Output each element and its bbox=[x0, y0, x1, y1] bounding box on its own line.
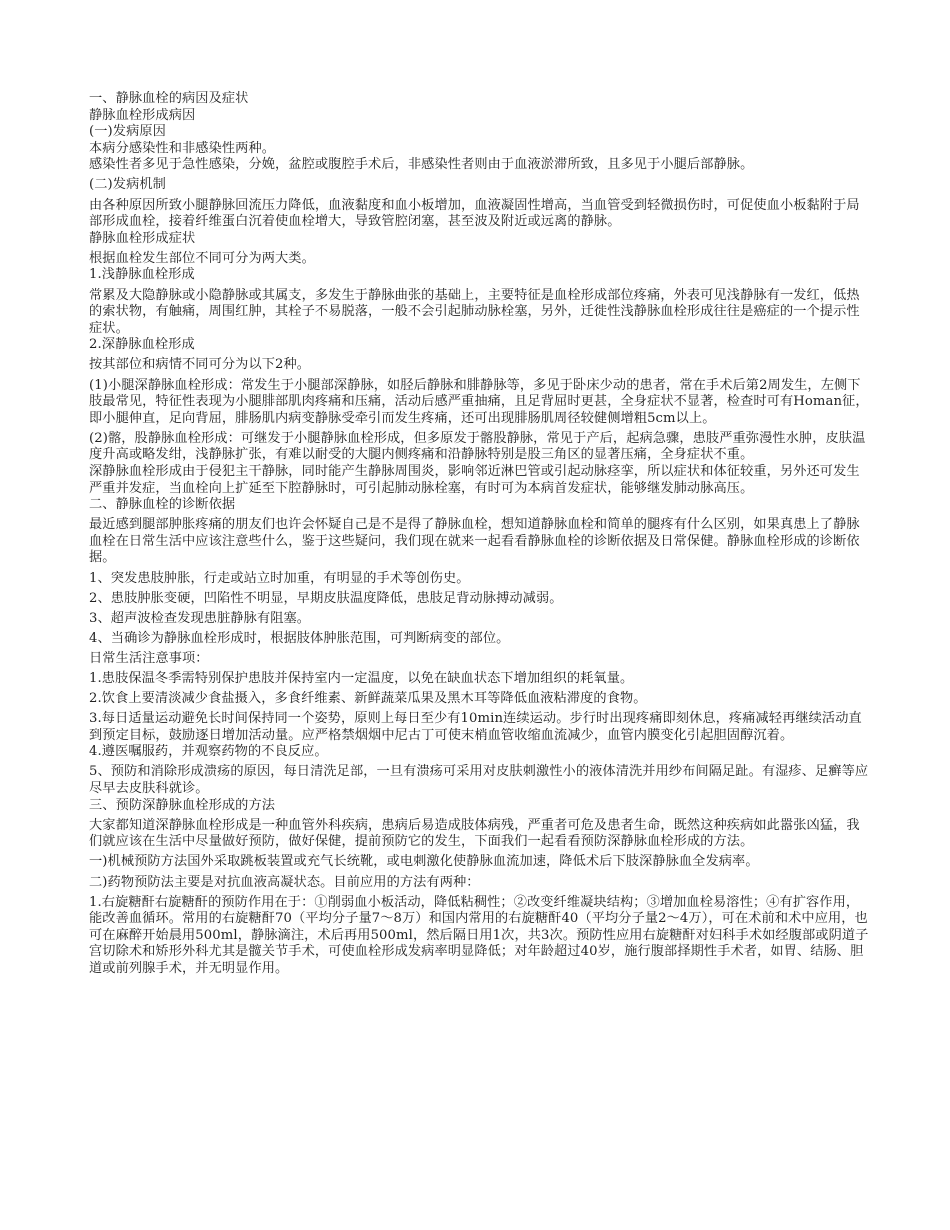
heading-section-1: 一、静脉血栓的病因及症状 bbox=[89, 91, 249, 106]
list-item: 5、预防和消除形成溃疡的原因，每日清洗足部，一旦有溃疡可采用对皮肤刺激性小的液体清洗并用纱布间隔足趾。有湿疹、足癣等应尽早去皮肤科就诊。 bbox=[89, 764, 869, 797]
paragraph: 一)机械预防方法国外采取跳板装置或充气长统靴，或电刺激化使静脉血流加速，降低术后下肢深静脉血全发病率。 bbox=[89, 854, 759, 870]
paragraph: 深静脉血栓形成由于侵犯主干静脉，同时能产生静脉周围炎，影响邻近淋巴管或引起动脉痉挛，所以症状和体征较重，另外还可发生严重并发症，当血栓向上扩延至下腔静脉时，可引起肺动脉栓塞，有时可为本病首发症状，能够继发肺动脉高压。 bbox=[89, 463, 860, 496]
paragraph: 由各种原因所致小腿静脉回流压力降低，血液黏度和血小板增加，血液凝固性增高，当血管受到轻微损伤时，可促使血小板黏附于局部形成血栓，接着纤维蛋白沉着使血栓增大，导致管腔闭塞，甚至波及附近或远离的静脉。 bbox=[89, 197, 860, 230]
subheading-mechanism: (二)发病机制 bbox=[89, 177, 166, 193]
list-item: 2、患肢肿胀变硬，凹陷性不明显，早期皮肤温度降低，患肢足背动脉搏动减弱。 bbox=[89, 590, 563, 606]
subheading-deep: 2.深静脉血栓形成 bbox=[89, 337, 195, 353]
subheading-cause: 静脉血栓形成病因 bbox=[89, 107, 196, 123]
document-body bbox=[89, 91, 871, 978]
paragraph: 常累及大隐静脉或小隐静脉或其属支，多发生于静脉曲张的基础上，主要特征是血栓形成部位疼痛，外表可见浅静脉有一发红，低热的索状物，有触痛，周围红肿，其栓子不易脱落，一般不会引起肺动脉栓塞，另外，迁徙性浅静脉血栓形成往往是癌症的一个提示性症状。 bbox=[89, 287, 860, 336]
subheading-superficial: 1.浅静脉血栓形成 bbox=[89, 267, 195, 283]
paragraph: 按其部位和病情不同可分为以下2种。 bbox=[89, 357, 311, 373]
paragraph: 1.右旋糖酐右旋糖酐的预防作用在于：①削弱血小板活动，降低粘稠性；②改变纤维凝块结构；③增加血栓易溶性；④有扩容作用，能改善血循环。常用的右旋糖酐70（平均分子量7～8万）和国内常用的右旋糖酐40（平均分子量2～4万），可在术前和术中应用，也可在麻醉开始晨用500ml，静脉滴注，术后再用500ml，然后隔日用1次，共3次。预防性应用右旋糖酐对妇科手术如经腹部或阴道子宫切除术和矫形外科尤其是髋关节手术，可使血栓形成发病率明显降低；对年龄超过40岁，施行腹部择期性手术者，如胃、结肠、胆道或前列腺手术，并无明显作用。 bbox=[89, 894, 869, 976]
paragraph: 本病分感染性和非感染性两种。 bbox=[89, 140, 276, 156]
list-item: 1.患肢保温冬季需特别保护患肢并保持室内一定温度，以免在缺血状态下增加组织的耗氧量。 bbox=[89, 671, 634, 686]
heading-section-2: 二、静脉血栓的诊断依据 bbox=[89, 497, 236, 513]
subheading-symptoms: 静脉血栓形成症状 bbox=[89, 230, 196, 246]
subheading-daily-care: 日常生活注意事项： bbox=[89, 650, 209, 666]
list-item: 2.饮食上要清淡减少食盐摄入，多食纤维素、新鲜蔬菜瓜果及黑木耳等降低血液粘滞度的食物。 bbox=[89, 691, 647, 707]
paragraph: 根据血栓发生部位不同可分为两大类。 bbox=[89, 250, 315, 266]
paragraph: 大家都知道深静脉血栓形成是一种血管外科疾病，患病后易造成肢体病残，严重者可危及患者生命，既然这种疾病如此嚣张凶猛，我们就应该在生活中尽量做好预防，做好保健，提前预防它的发生，下面我们一起看看预防深静脉血栓形成的方法。 bbox=[89, 817, 860, 850]
paragraph: 最近感到腿部肿胀疼痛的朋友们也许会怀疑自己是不是得了静脉血栓，想知道静脉血栓和简单的腿疼有什么区别，如果真患上了静脉血栓在日常生活中应该注意些什么，鉴于这些疑问，我们现在就来一起看看静脉血栓的诊断依据及日常保健。静脉血栓形成的诊断依据。 bbox=[89, 517, 860, 566]
paragraph: (1)小腿深静脉血栓形成：常发生于小腿部深静脉，如胫后静脉和腓静脉等，多见于卧床少动的患者，常在手术后第2周发生，左侧下肢最常见，特征性表现为小腿腓部肌肉疼痛和压痛，活动后感严重抽痛，且足背屈时更甚，全身症状不显著，检查时可有Homan征，即小腿伸直，足向背屈，腓肠肌内病变静脉受牵引而发生疼痛，还可出现腓肠肌周径较健侧增粗5cm以上。 bbox=[89, 377, 869, 426]
subheading-origin: (一)发病原因 bbox=[89, 124, 166, 140]
list-item: 4、当确诊为静脉血栓形成时，根据肢体肿胀范围，可判断病变的部位。 bbox=[89, 630, 510, 646]
list-item: 3.每日适量运动避免长时间保持同一个姿势，原则上每日至少有10min连续运动。步行时出现疼痛即刻休息，疼痛减轻再继续活动直到预定目标，鼓励逐日增加活动量。应严格禁烟烟中尼古丁可使末梢血管收缩血流减少，血管内膜变化引起胆固醇沉着。 bbox=[89, 711, 862, 743]
paragraph: 感染性者多见于急性感染，分娩，盆腔或腹腔手术后，非感染性者则由于血液淤滞所致，且多见于小腿后部静脉。 bbox=[89, 157, 754, 173]
paragraph: (2)髂，股静脉血栓形成：可继发于小腿静脉血栓形成，但多原发于髂股静脉，常见于产后，起病急骤，患肢严重弥漫性水肿，皮肤温度升高或略发绀，浅静脉扩张，有难以耐受的大腿内侧疼痛和沿静脉特别是股三角区的显著压痛，全身症状不重。 bbox=[89, 430, 866, 463]
list-item: 3、超声波检查发现患脏静脉有阻塞。 bbox=[89, 610, 311, 626]
list-item: 4.遵医嘱服药，并观察药物的不良反应。 bbox=[89, 744, 328, 760]
heading-section-3: 三、预防深静脉血栓形成的方法 bbox=[89, 797, 276, 813]
list-item: 1、突发患肢肿胀，行走或站立时加重，有明显的手术等创伤史。 bbox=[89, 570, 470, 586]
paragraph: 二)药物预防法主要是对抗血液高凝状态。目前应用的方法有两种： bbox=[89, 874, 480, 890]
